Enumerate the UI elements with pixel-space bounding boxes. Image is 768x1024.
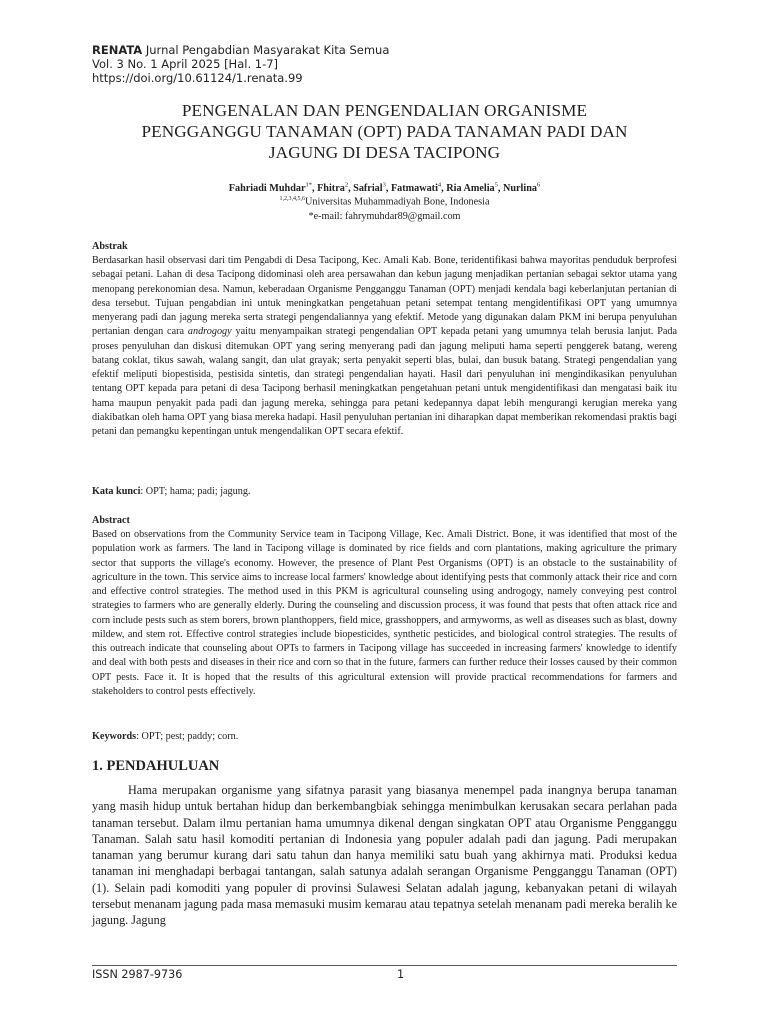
journal-name: RENATA xyxy=(92,43,143,57)
volume-line: Vol. 3 No. 1 April 2025 [Hal. 1-7] xyxy=(92,57,279,71)
doi-link[interactable]: https://doi.org/10.61124/1.renata.99 xyxy=(92,71,303,85)
kata-kunci: Kata kunci: OPT; hama; padi; jagung. xyxy=(92,486,251,497)
abstract-heading: Abstract xyxy=(92,515,130,526)
title-line: PENGENALAN DAN PENGENDALIAN ORGANISME xyxy=(181,101,588,120)
abstrak-body: Berdasarkan hasil observasi dari tim Pengabdi di Desa Tacipong, Kec. Amali Kab. Bone, teridentifikasi bahwa mayoritas penduduk berprofesi sebagai petani. Lahan di desa Tacipong didominasi oleh area persawahan dan kebun jagung menjadikan pertanian sebagai sektor utama yang menopang perekonomian desa. Namun, keberadaan Organisme Pengganggu Tanaman (OPT) menjadi kendala bagi keberlanjutan pertanian di desa tersebut. Tujuan pengabdian ini untuk meningkatkan pengetahuan petani setempat tentang mengidentifikasi OPT yang umumnya menyerang padi dan jagung mereka serta strategi pengendaliannya yang efektif. Metode yang digunakan dalam PKM ini berupa penyuluhan pertanian dengan cara androgogy yaitu menyampaikan strategi pengendalian OPT kepada petani yang umumnya telah berusia lanjut. Pada proses penyuluhan dan diskusi ditemukan OPT yang sering menyerang padi dan jagung meliputi hama seperti penggerek batang, wereng batang coklat, tikus sawah, walang sangit, dan ulat grayak; serta penyakit seperti blas, bulai, dan busuk batang. Strategi pengendalian yang efektif meliputi biopestisida, pestisida sintetis, dan strategi pengendalian hayati. Hasil dari penyuluhan ini mengindikasikan penyuluhan tentang OPT kepada para petani di desa Tacipong berhasil meningkatkan pengetahuan petani untuk mengidentifikasi dan mengatasi baik itu hama maupun penyakit pada padi dan jagung mereka, sehingga para petani kedepannya dapat lebih mengurangi kerugian mereka yang diakibatkan oleh hama OPT yang biasa mereka hadapi. Hasil penyuluhan pertanian ini diharapkan dapat memberikan rekomendasi praktis bagi petani dan pemangku kepentingan untuk mengendalikan OPT secara efektif. xyxy=(92,255,677,437)
corresponding-email[interactable]: *e-mail: fahrymuhdar89@gmail.com xyxy=(308,211,461,222)
affiliation xyxy=(92,196,677,207)
author: Safrial$^3$, xyxy=(353,182,391,195)
abstract-body: Based on observations from the Community Service team in Tacipong Village, Kec. Amali District. Bone, it was identified that most of the population work as farmers. The land in Tacipong village is dominated by rice fields and corn plantations, making agriculture the primary sector that supports the village's economy. However, the presence of Plant Pest Organisms (OPT) is an obstacle to the sustainability of agriculture in the town. This service aims to increase local farmers' knowledge about identifying pests that commonly attack their rice and corn and effective control strategies. The method used in this PKM is agricultural counseling using androgogy, namely conveying pest control strategies to farmers who are generally elderly. During the counseling and discussion process, it was found that pests that often attack rice and corn include pests such as stem borers, brown planthoppers, field mice, grasshoppers, and armyworms, as well as diseases such as blast, downy mildew, and stem rot. Effective control strategies include biopesticides, synthetic pesticides, and biological control strategies. The results of this outreach indicate that counseling about OPTs to farmers in Tacipong village has succeeded in increasing farmers' knowledge to identify and deal with both pests and diseases in their rice and corn so that in the future, farmers can further reduce their losses caused by their common OPT pests. Face it. It is hoped that the results of this agricultural extension will provide practical recommendations for farmers and stakeholders to control pests effectively. xyxy=(92,529,677,697)
author: Nurlina$^6$ xyxy=(502,182,541,195)
journal-full-name: Jurnal Pengabdian Masyarakat Kita Semua xyxy=(142,43,390,57)
abstrak-heading: Abstrak xyxy=(92,241,128,252)
author: Fhitra$^2$, xyxy=(317,182,354,195)
keywords: Keywords: OPT; pest; paddy; corn. xyxy=(92,731,239,742)
section-heading: 1. PENDAHULUAN xyxy=(92,758,220,774)
page-number: 1 xyxy=(397,968,405,981)
affiliation-text: Universitas Muhammadiyah Bone, Indonesia xyxy=(305,196,490,208)
title-line: PENGGANGGU TANAMAN (OPT) PADA TANAMAN PADI DAN xyxy=(141,122,628,141)
journal-header xyxy=(92,43,389,85)
issn: ISSN 2987-9736 xyxy=(92,968,183,981)
author: Ria Amelia$^5$, xyxy=(446,182,503,195)
article-title xyxy=(92,100,677,163)
author-list xyxy=(92,182,677,194)
title-line: JAGUNG DI DESA TACIPONG xyxy=(268,143,501,162)
author: Fahriadi Muhdar$^{1*}$, xyxy=(228,182,318,195)
section-paragraph: Hama merupakan organisme yang sifatnya parasit yang biasanya menempel pada inangnya berupa tanaman yang masih hidup untuk bertahan hidup dan berkembangbiak sehingga menimbulkan kerusakan secara perlahan pada tanaman tersebut. Dalam ilmu pertanian hama umumnya dikenal dengan singkatan OPT atau Organisme Pengganggu Tanaman. Salah satu hasil komoditi pertanian di Indonesia yang populer adalah padi dan jagung. Padi merupakan tanaman yang berumur kurang dari satu tahun dan hanya memiliki satu buah yang akhirnya mati. Produksi kedua tanaman ini menghadapi berbagai tantangan, salah satunya adalah serangan Organisme Pengganggu Tanaman (OPT) (1). Selain padi komoditi yang populer di provinsi Sulawesi Selatan adalah jagung, kebanyakan petani di wilayah tersebut menanam jagung pada masa memasuki musim kemarau atau tepatnya setelah menanam padi mereka beralih ke jagung. Jagung xyxy=(92,783,677,928)
footer-divider xyxy=(92,965,677,966)
author: Fatmawati$^4$, xyxy=(390,182,447,195)
affiliation-sup: 1,2,3,4,5,6 xyxy=(279,196,305,202)
